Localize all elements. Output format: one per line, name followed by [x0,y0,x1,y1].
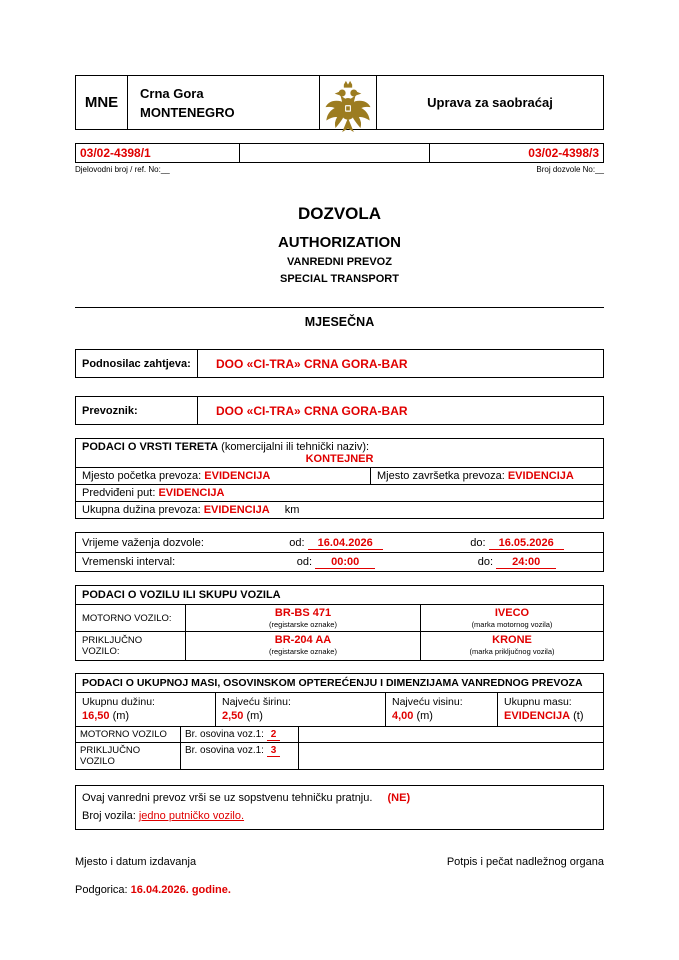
trailer-axles-row [76,742,603,769]
motor-vehicle-row [76,604,603,631]
motor-vehicle-label: MOTORNO VOZILO: [76,605,186,631]
escort-section [75,785,604,830]
issue-place: Podgorica: [75,884,128,897]
motor-plate-caption: (registarske oznake) [269,620,337,629]
reference-numbers-row [75,143,604,163]
max-height-cell [386,693,498,726]
total-length-value: 16,50 [82,710,110,722]
date-from-label: od: [289,536,305,549]
date-to-label: do: [470,536,486,549]
trailer-axles-row-label: PRIKLJUČNO VOZILO [76,743,181,769]
permit-number: 03/02-4398/3 [528,146,599,160]
cargo-length-cell [76,502,603,518]
validity-interval-label: Vremenski interval: [82,556,176,568]
escort-vehicles-label: Broj vozila: [82,809,136,822]
validity-section [75,532,604,572]
cargo-type-value: KONTEJNER [305,453,374,465]
carrier-value-cell [198,397,603,424]
motor-brand-cell [421,605,603,631]
country-name-box [128,75,320,130]
title-main: DOZVOLA [297,204,382,223]
carrier-section [75,396,604,425]
escort-vehicles-value: jedno putničko vozilo. [138,809,245,822]
time-to-value: 24:00 [496,556,556,569]
max-height-value: 4,00 [392,710,414,722]
reference-labels-row [75,165,604,174]
dimensions-row [76,692,603,726]
max-height-unit: (m) [416,710,433,722]
cargo-start-cell [76,468,371,484]
max-height-label: Najveću visinu: [392,696,463,708]
trailer-plate-caption: (registarske oznake) [269,647,337,656]
applicant-section [75,349,604,378]
country-code-box [75,75,128,130]
permit-number-cell [430,144,603,162]
validity-period-label: Vrijeme važenja dozvole: [82,536,204,549]
validity-period-row [76,533,603,552]
country-name-en: MONTENEGRO [140,104,235,120]
cargo-route-cell [76,485,603,501]
cargo-section-title: PODACI O VRSTI TERETA [82,441,219,453]
issue-date: 16.04.2026. godine. [130,884,231,897]
motor-plate-value: BR-BS 471 [274,607,332,619]
ref-number: 03/02-4398/1 [80,146,151,160]
escort-answer: (NE) [387,792,411,804]
time-from-value: 00:00 [315,556,375,569]
vehicles-section-title: PODACI O VOZILU ILI SKUPU VOZILA [82,589,281,601]
document-header [75,75,604,130]
total-mass-value: EVIDENCIJA [504,710,571,722]
ref-number-label: Djelovodni broj / ref. No:__ [75,165,170,174]
time-from-label: od: [296,556,313,568]
title-sub-en: SPECIAL TRANSPORT [280,273,399,285]
cargo-start-label: Mjesto početka prevoza: [82,470,202,482]
trailer-brand-cell [421,632,603,660]
validity-interval-row [76,552,603,571]
issue-place-date-label: Mjesto i datum izdavanja [75,856,197,869]
cargo-length-label: Ukupna dužina prevoza: [82,504,201,516]
max-width-cell [216,693,386,726]
trailer-plate-cell [186,632,421,660]
cargo-end-cell [371,468,603,484]
permit-number-label: Broj dozvole No:__ [536,165,604,174]
cargo-start-value: EVIDENCIJA [204,470,271,482]
ref-number-cell [76,144,240,162]
total-mass-unit: (t) [573,710,584,722]
trailer-brand-caption: (marka priključnog vozila) [469,647,555,656]
escort-statement: Ovaj vanredni prevoz vrši se uz sopstvenu tehničku pratnju. [82,792,373,804]
mass-dimensions-section [75,673,604,770]
montenegro-coat-of-arms-icon [323,77,373,139]
cargo-route-value: EVIDENCIJA [158,487,225,499]
trailer-vehicle-row [76,631,603,660]
motor-plate-cell [186,605,421,631]
country-code: MNE [84,94,119,111]
authority-box [376,75,604,130]
max-width-label: Najveću širinu: [222,696,291,708]
total-length-unit: (m) [112,710,130,722]
trailer-axles-value: 3 [267,745,281,757]
time-to-label: do: [477,556,494,568]
applicant-value: DOO «CI-TRA» CRNA GORA-BAR [216,356,408,371]
cargo-end-label: Mjesto završetka prevoza: [377,470,505,482]
cargo-length-unit: km [284,504,300,516]
motor-axles-row [76,726,603,742]
carrier-label: Prevoznik: [76,397,198,424]
vehicles-section [75,585,604,661]
total-length-label: Ukupnu dužinu: [82,696,155,708]
date-from-value: 16.04.2026 [308,537,383,550]
title-main-en: AUTHORIZATION [277,234,402,251]
escort-cell [76,786,603,829]
cargo-length-value: EVIDENCIJA [203,504,270,516]
trailer-vehicle-label: PRIKLJUČNO VOZILO: [76,632,186,660]
footer-labels-row [75,856,604,868]
cargo-end-value: EVIDENCIJA [507,470,574,482]
cargo-title-cell [76,439,603,467]
trailer-brand-value: KRONE [492,634,532,646]
applicant-label: Podnosilac zahtjeva: [76,350,198,377]
cargo-section [75,438,604,519]
trailer-plate-value: BR-204 AA [274,634,332,646]
cargo-route-label: Predviđeni put: [82,487,156,499]
authority-name: Uprava za saobraćaj [427,95,553,110]
issue-place-date [75,884,604,896]
permit-period: MJESEČNA [304,315,375,329]
title-sub: VANREDNI PREVOZ [287,256,392,268]
total-mass-label: Ukupnu masu: [504,696,572,708]
date-to-value: 16.05.2026 [489,537,564,550]
total-mass-cell [498,693,603,726]
divider-line [75,307,604,308]
motor-axles-row-label: MOTORNO VOZILO [76,727,181,742]
applicant-value-cell [198,350,603,377]
applicant-row [76,350,603,377]
cargo-section-title-line [82,441,597,453]
motor-axles-empty-cell [299,727,603,742]
trailer-axles-label: Br. osovina voz.1: [185,745,264,756]
ref-middle-cell [240,144,430,162]
max-width-unit: (m) [246,710,263,722]
carrier-row [76,397,603,424]
mass-section-title: PODACI O UKUPNOJ MASI, OSOVINSKOM OPTEREĆENJU I DIMENZIJAMA VANREDNOG PREVOZA [82,677,583,689]
motor-brand-caption: (marka motornog vozila) [471,620,553,629]
total-length-cell [76,693,216,726]
signature-stamp-label: Potpis i pečat nadležnog organa [446,856,604,869]
cargo-section-title-note: (komercijalni ili tehnički naziv): [221,441,370,453]
country-name: Crna Gora [140,86,204,101]
motor-axles-value: 2 [267,729,281,741]
title-block [75,204,604,285]
motor-brand-value: IVECO [494,607,530,619]
trailer-axles-empty-cell [299,743,603,769]
motor-axles-label: Br. osovina voz.1: [185,729,264,740]
carrier-value: DOO «CI-TRA» CRNA GORA-BAR [216,403,408,418]
max-width-value: 2,50 [222,710,244,722]
emblem-box [320,75,376,130]
